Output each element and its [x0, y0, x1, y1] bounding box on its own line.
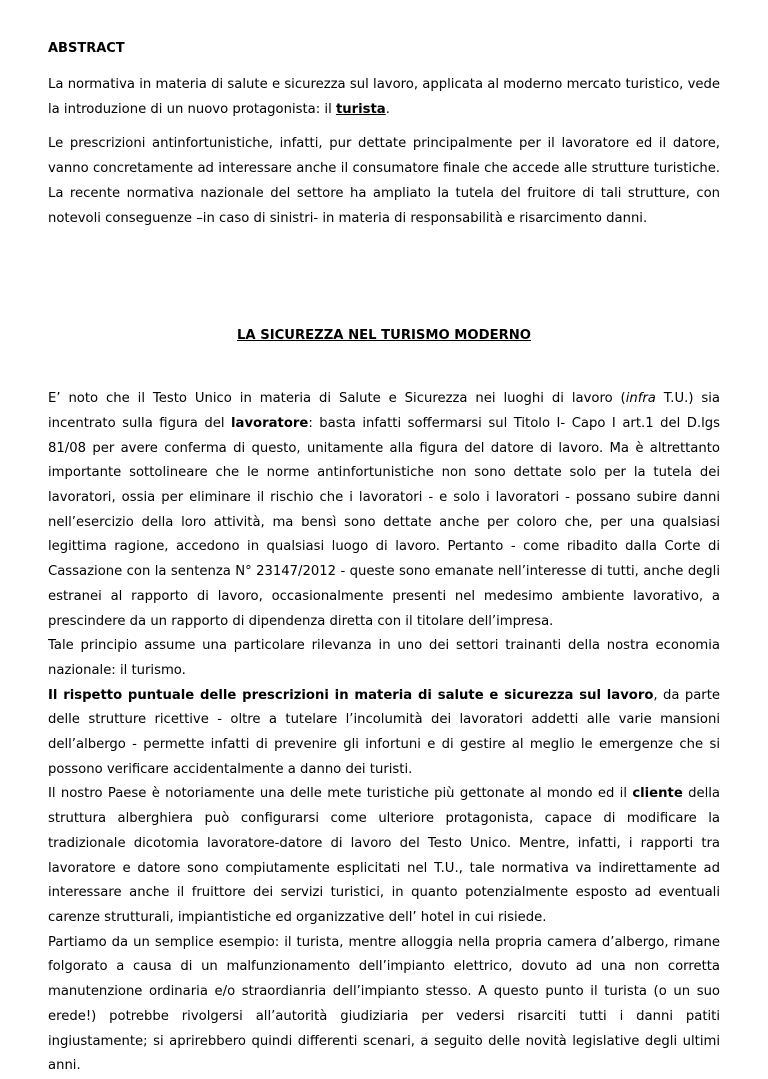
section-paragraph-2: Tale principio assume una particolare rilevanza in uno dei settori trainanti della nostra economia nazionale: il turismo. [48, 638, 720, 678]
section-p1-t3: : basta infatti soffermarsi sul Titolo I- Capo I art.1 del D.lgs 81/08 per avere conferma di questo, unitamente alla figura del datore di lavoro. Ma è altrettanto importante sottolineare che le norme antinfortunistiche non sono dettate solo per la tutela dei lavoratori, ossia per eliminare il rischio che i lavoratori - e solo i lavoratori - possano subire danni nell’esercizio della loro attività, ma bensì sono dettate anche per coloro che, per una qualsiasi legittima ragione, accedono in qualsiasi luogo di lavoro. Pertanto - come ribadito dalla Corte di Cassazione con la sentenza N° 23147/2012 - queste sono emanate nell’interesse di tutti, anche degli estranei al rapporto di lavoro, occasionalmente presenti nel medesimo ambiente lavorativo, a prescindere da un rapporto di dipendenza diretta con il titolare dell’impresa. [48, 415, 721, 629]
worker-term: lavoratore [231, 415, 309, 431]
section-p4-t2: della struttura alberghiera può configurarsi come ulteriore protagonista, capace di modificare la tradizionale dicotomia lavoratore-datore di lavoro del Testo Unico. Mentre, infatti, i rapporti tra lavoratore e datore sono compiutamente esplicitati nel T.U., tale normativa va indirettamente ad interessare anche il fruittore dei servizi turistici, in quanto potenzialmente esposto ad eventuali carenze strutturali, impiantistiche ed organizzative dell’ hotel in cui risiede. [48, 786, 720, 925]
section-p1-t1: E’ noto che il Testo Unico in materia di Salute e Sicurezza nei luoghi di lavoro ( [48, 391, 626, 407]
infra-term: infra [625, 391, 656, 407]
section-paragraph-1 [48, 387, 720, 634]
abstract-p1-text: La normativa in materia di salute e sicurezza sul lavoro, applicata al moderno mercato turistico, vede la introduzione di un nuovo protagonista: il [48, 77, 720, 117]
tourist-term: turista [335, 101, 386, 117]
abstract-paragraph-1 [48, 73, 720, 122]
section-p3-rest: , da parte delle strutture ricettive - oltre a tutelare l’incolumità dei lavoratori addetti alle varie mansioni dell’albergo - permette infatti di prevenire gli infortuni e di gestire al meglio le emergenze che si possono verificare accidentalmente a danno dei turisti. [48, 687, 721, 777]
section-p4-t1: Il nostro Paese è notoriamente una delle mete turistiche più gettonate al mondo ed il [48, 786, 633, 802]
section-paragraph-5: Partiamo da un semplice esempio: il turista, mentre alloggia nella propria camera d’albergo, rimane folgorato a causa di un malfunzionamento dell’impianto elettrico, dovuto ad una non corretta manutenzione ordinaria e/o straordianria dell’impianto stesso. A questo punto il turista (o un suo erede!) potrebbe rivolgersi all’autorità giudiziaria per vedersi risarciti tutti i danni patiti ingiustamente; si aprirebbero quindi differenti scenari, a seguito delle novità legislative degli ultimi anni. [48, 934, 720, 1074]
abstract-p1-end: . [385, 101, 390, 117]
section-paragraph-3 [48, 684, 720, 783]
abstract-heading: ABSTRACT [48, 41, 125, 56]
section-p1-t2: T.U.) sia incentrato sulla figura del [48, 391, 720, 431]
abstract-paragraph-2: Le prescrizioni antinfortunistiche, infatti, pur dettate principalmente per il lavoratore ed il datore, vanno concretamente ad interessare anche il consumatore finale che accede alle strutture turistiche. La recente normativa nazionale del settore ha ampliato la tutela del fruitore di tali strutture, con notevoli conseguenze –in caso di sinistri- in materia di responsabilità e risarcimento danni. [48, 136, 720, 226]
section-p3-bold: Il rispetto puntuale delle prescrizioni in materia di salute e sicurezza sul lavoro [48, 687, 654, 703]
client-term: cliente [632, 786, 683, 802]
section-title: LA SICUREZZA NEL TURISMO MODERNO [237, 328, 531, 344]
section-paragraph-4 [48, 782, 720, 930]
